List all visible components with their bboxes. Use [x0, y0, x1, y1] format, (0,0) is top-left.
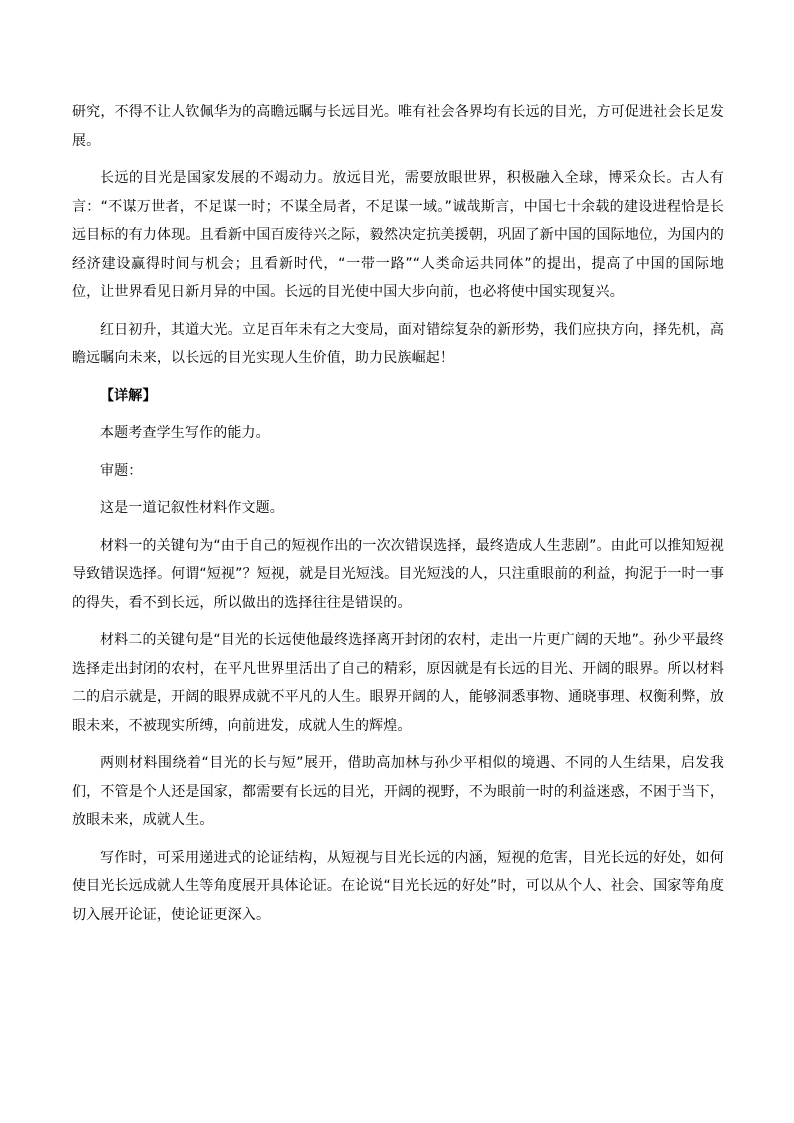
- paragraph-material-one: 材料一的关键句为“由于自己的短视作出的一次次错误选择，最终造成人生悲剧”。由此可以推知短视导致错误选择。何谓“短视”？短视，就是目光短浅。目光短浅的人，只注重眼前的利益，拘泥于一时一事的得失，看不到长远，所以做出的选择往往是错误的。: [72, 537, 724, 611]
- paragraph-topic-review-label: 审题：: [100, 462, 143, 479]
- paragraph-material-two: 材料二的关键句是“目光的长远使他最终选择离开封闭的农村，走出一片更广阔的天地”。孙少平最终选择走出封闭的农村，在平凡世界里活出了自己的精彩，原因就是有长远的目光、开阔的眼界。所以材料二的启示就是，开阔的眼界成就不平凡的人生。眼界开阔的人，能够洞悉事物、通晓事理、权衡利弊，放眼未来，不被现实所缚，向前进发，成就人生的辉煌。: [72, 632, 724, 734]
- paragraph-writing-advice: 写作时，可采用递进式的论证结构，从短视与目光长远的内涵，短视的危害，目光长远的好处，如何使目光长远成就人生等角度展开具体论证。在论说“目光长远的好处”时，可以从个人、社会、国家等角度切入展开论证，使论证更深入。: [72, 849, 724, 923]
- section-heading-explanation: 【详解】: [100, 387, 157, 404]
- paragraph-national-vision: 长远的目光是国家发展的不竭动力。放远目光，需要放眼世界，积极融入全球，博采众长。古人有言：“不谋万世者，不足谋一时；不谋全局者，不足谋一域。”诚哉斯言，中国七十余载的建设进程恰是长远目标的有力体现。且看新中国百废待兴之际，毅然决定抗美援朝，巩固了新中国的国际地位，为国内的经济建设赢得时间与机会；且看新时代，“一带一路”“人类命运共同体”的提出，提高了中国的国际地位，让世界看见日新月异的中国。长远的目光使中国大步向前，也必将使中国实现复兴。: [72, 170, 724, 300]
- paragraph-closing: 红日初升，其道大光。立足百年未有之大变局，面对错综复杂的新形势，我们应抉方向，择先机，高瞻远瞩向未来，以长远的目光实现人生价值，助力民族崛起！: [72, 321, 724, 366]
- paragraph-both-materials: 两则材料围绕着“目光的长与短”展开，借助高加林与孙少平相似的境遇、不同的人生结果，启发我们，不管是个人还是国家，都需要有长远的目光，开阔的视野，不为眼前一时的利益迷惑，不困于当下，放眼未来，成就人生。: [72, 755, 724, 828]
- paragraph-conclusion-continued: 研究，不得不让人钦佩华为的高瞻远瞩与长远目光。唯有社会各界均有长远的目光，方可促进社会长足发展。: [72, 104, 724, 149]
- paragraph-skill-tested: 本题考查学生写作的能力。: [100, 425, 270, 441]
- document-page: [72, 98, 724, 929]
- paragraph-question-type: 这是一道记叙性材料作文题。: [100, 500, 284, 516]
